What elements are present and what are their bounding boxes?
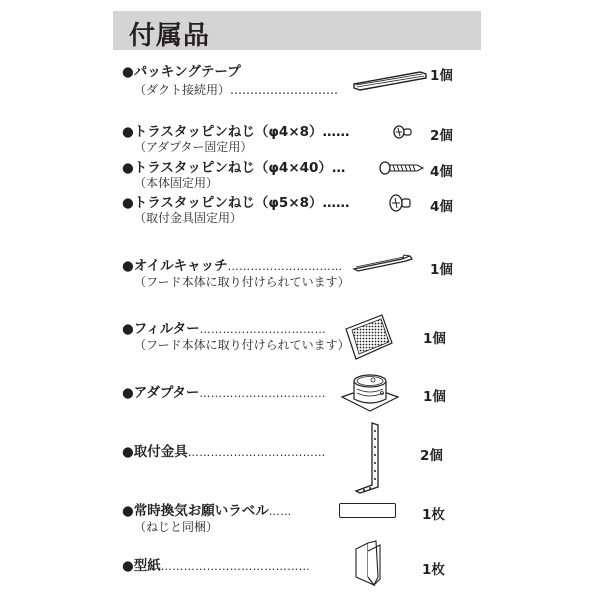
list-item-adapter	[122, 385, 326, 402]
screw-5x8-icon	[388, 193, 412, 213]
list-item-ventilation-label	[122, 503, 292, 535]
item-quantity: 2個	[420, 448, 443, 464]
label-icon	[339, 503, 396, 518]
section-header	[113, 11, 481, 50]
adapter-icon	[340, 369, 400, 413]
item-note: （フード本体に取り付けられています）	[134, 338, 350, 352]
list-item-packing-tape	[122, 64, 338, 98]
item-quantity: 2個	[430, 128, 453, 144]
mounting-bracket-icon	[352, 421, 384, 495]
item-name: ●フィルター……………………………	[122, 321, 327, 337]
item-name: ●型紙…………………………………	[122, 558, 311, 574]
list-item-screw-5x8	[122, 195, 350, 226]
list-item-mounting-bracket	[122, 444, 326, 461]
item-quantity: 4個	[430, 199, 453, 215]
list-item-screw-4x8	[122, 124, 350, 155]
list-item-template-paper	[122, 558, 310, 575]
item-quantity: 1枚	[422, 507, 445, 523]
item-name: ●トラスタッピンねじ（φ5×8）……	[122, 195, 350, 211]
item-note: （本体固定用）	[134, 176, 219, 190]
list-item-screw-4x40	[122, 160, 345, 191]
item-quantity: 1個	[423, 389, 446, 405]
template-paper-icon	[354, 539, 384, 587]
item-quantity: 1個	[423, 331, 446, 347]
list-item-oil-catch	[122, 258, 350, 290]
filter-icon	[344, 313, 394, 361]
item-name: ●取付金具………………………………	[122, 444, 326, 460]
item-quantity: 1枚	[422, 562, 445, 578]
screw-4x40-icon	[379, 160, 425, 176]
item-note: （ダクト接続用）………………………	[134, 83, 339, 97]
item-name: ●オイルキャッチ…………………………	[122, 258, 343, 274]
packing-tape-icon	[350, 66, 430, 92]
item-name: ●アダプター……………………………	[122, 385, 326, 401]
item-note: （ねじと同梱）	[134, 520, 219, 534]
page-title: 付属品	[129, 21, 211, 51]
item-quantity: 1個	[430, 262, 453, 278]
item-quantity: 4個	[430, 164, 453, 180]
item-name: ●常時換気お願いラベル……	[122, 503, 292, 519]
item-name: ●トラスタッピンねじ（φ4×40）…	[122, 160, 346, 176]
item-note: （アダプター固定用）	[134, 140, 253, 154]
item-name: ●パッキングテープ	[122, 64, 241, 80]
list-item-filter	[122, 321, 350, 353]
item-name: ●トラスタッピンねじ（φ4×8）……	[122, 124, 350, 140]
item-quantity: 1個	[430, 68, 453, 84]
item-note: （取付金具固定用）	[134, 211, 243, 225]
item-note: （フード本体に取り付けられています）	[134, 275, 350, 289]
oil-catch-icon	[352, 253, 414, 273]
screw-4x8-icon	[392, 124, 414, 140]
